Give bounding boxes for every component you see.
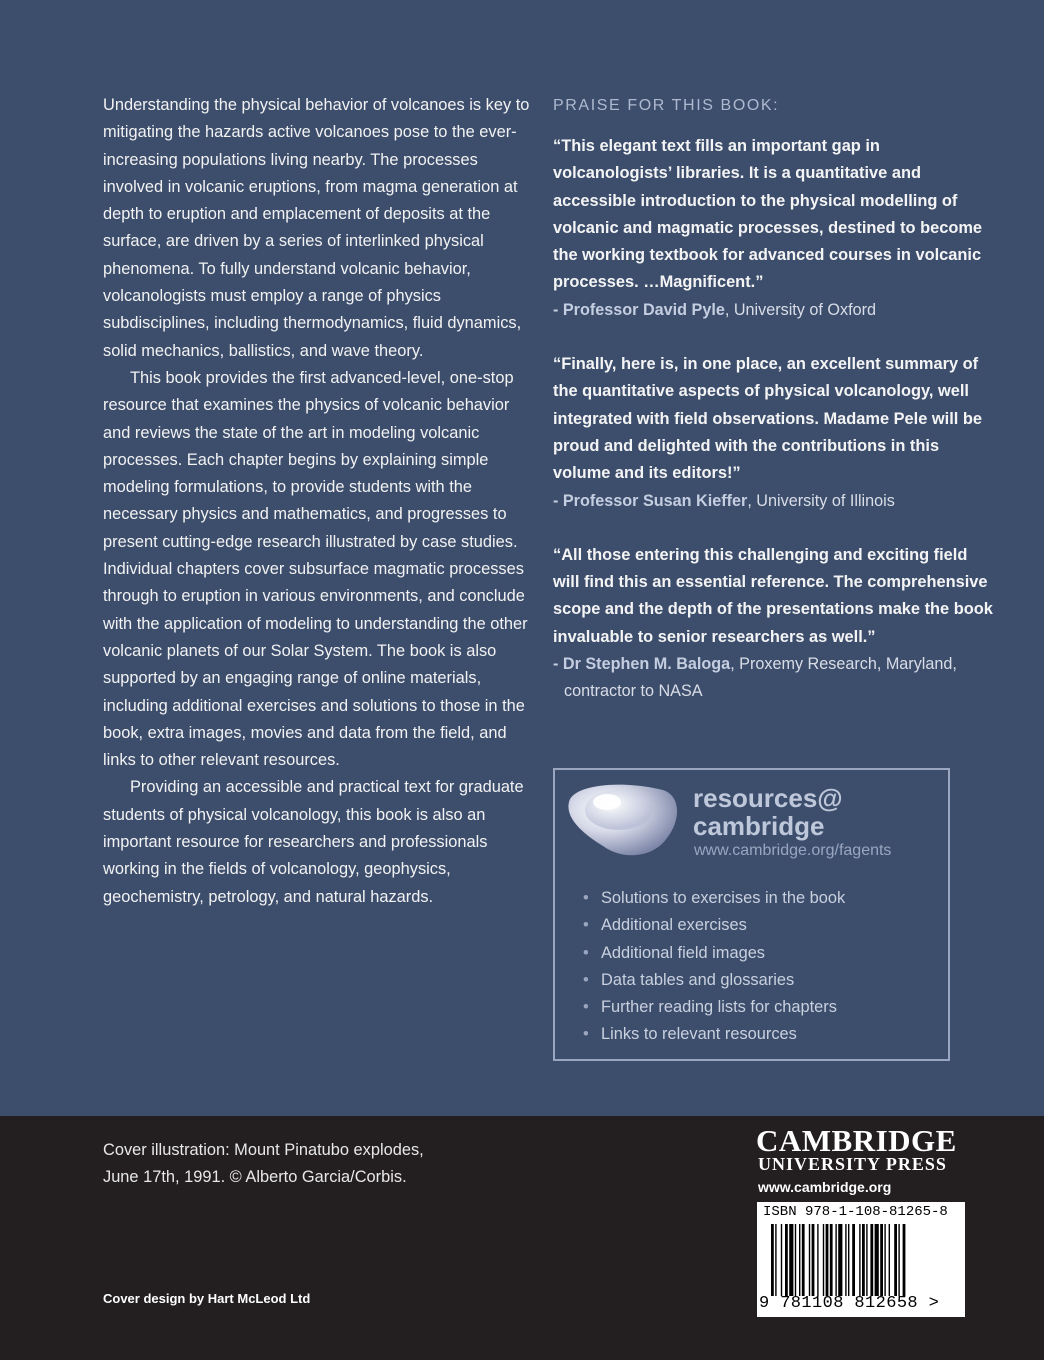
- praise-quote-1: [553, 133, 993, 324]
- list-item: • Further reading lists for chapters: [583, 994, 845, 1021]
- description-paragraph-3: Providing an accessible and practical text for graduate students of physical volcanology, this book is also an important resource for researchers and professionals working in the fields of volcanology, geophysics, geochemistry, petrology, and natural hazards.: [103, 778, 524, 906]
- description-paragraph-1: Understanding the physical behavior of volcanoes is key to mitigating the hazards active volcanoes pose to the ever-increasing populations living nearby. The processes involved in volcanic eruptions, from magma generation at depth to eruption and emplacement of deposits at the surface, are driven by a series of interlinked physical phenomena. To fully understand volcanic behavior, volcanologists must employ a range of physics subdisciplines, including thermodynamics, fluid dynamics, solid mechanics, ballistics, and wave theory.: [103, 96, 530, 360]
- resources-url[interactable]: www.cambridge.org/fagents: [694, 842, 892, 859]
- quote-text: “This elegant text fills an important gap in volcanologists’ libraries. It is a quantitative and accessible introduction to the physical modelling of volcanic and magmatic processes, destined to become the working textbook for advanced courses in volcanic processes. …Magnificent.”: [553, 137, 983, 292]
- quote-author: - Dr Stephen M. Baloga: [553, 655, 731, 674]
- list-item: • Links to relevant resources: [583, 1021, 845, 1048]
- resources-title: [693, 784, 843, 840]
- isbn-label: ISBN 978-1-108-81265-8: [763, 1204, 948, 1220]
- description-paragraph-2: This book provides the first advanced-level, one-stop resource that examines the physics of volcanic behavior and reviews the state of the art in modeling volcanic processes. Each chapter begins by explaining simple modeling formulations, to provide students with the necessary physics and mathematics, and progresses to present cutting-edge research illustrated by case studies. Individual chapters cover subsurface magmatic processes through to eruption in various environments, and conclude with the application of modeling to understanding the other volcanic planets of our Solar System. The book is also supported by an engaging range of online materials, including additional exercises and solutions to those in the book, extra images, movies and data from the field, and links to other relevant resources.: [103, 368, 528, 770]
- cover-design-credit: Cover design by Hart McLeod Ltd: [103, 1291, 311, 1306]
- quote-affiliation: , University of Illinois: [747, 491, 895, 510]
- quote-author: - Professor Susan Kieffer: [553, 491, 748, 510]
- quote-affiliation: , University of Oxford: [724, 300, 876, 319]
- praise-quote-3: [553, 542, 993, 706]
- list-item: • Additional field images: [583, 940, 845, 967]
- bullet-icon: •: [583, 970, 589, 989]
- publisher-name: CAMBRIDGE: [756, 1123, 957, 1158]
- resources-title-line-2: cambridge: [693, 811, 825, 841]
- barcode-digits: 9 781108 812658 >: [759, 1294, 940, 1313]
- bullet-icon: •: [583, 998, 589, 1017]
- resources-list: [583, 885, 845, 1049]
- bullet-icon: •: [583, 889, 589, 907]
- publisher-url[interactable]: www.cambridge.org: [758, 1179, 892, 1195]
- resources-logo-icon: [563, 780, 683, 860]
- praise-heading: PRAISE FOR THIS BOOK:: [553, 97, 780, 114]
- bullet-icon: •: [583, 943, 589, 962]
- list-item: • Additional exercises: [583, 912, 845, 939]
- list-item: • Data tables and glossaries: [583, 967, 845, 994]
- barcode-icon: [771, 1224, 953, 1296]
- cover-illustration-credit: Cover illustration: Mount Pinatubo explodes, June 17th, 1991. © Alberto Garcia/Corbis.: [103, 1141, 424, 1187]
- quote-text: “Finally, here is, in one place, an excellent summary of the quantitative aspects of physical volcanology, well integrated with field observations. Madame Pele will be proud and delighted with the contributions in this volume and its editors!”: [553, 355, 982, 483]
- publisher-subtitle: UNIVERSITY PRESS: [758, 1154, 947, 1174]
- quote-affiliation: , Proxemy Research, Maryland,: [730, 655, 957, 674]
- quote-author: - Professor David Pyle: [553, 300, 725, 319]
- quote-attribution: [553, 651, 993, 706]
- list-item: • Solutions to exercises in the book: [583, 885, 845, 912]
- quote-attribution: [553, 297, 993, 324]
- quote-attribution: [553, 488, 993, 515]
- resources-title-line-1: resources@: [693, 783, 843, 813]
- bullet-icon: •: [583, 1025, 589, 1044]
- book-description: [103, 92, 533, 911]
- quote-text: “All those entering this challenging and exciting field will find this an essential reference. The comprehensive scope and the depth of the presentations make the book invaluable to senior researchers as well.”: [553, 545, 993, 646]
- resources-box: [553, 768, 950, 1061]
- quote-affiliation-continued: contractor to NASA: [564, 682, 703, 701]
- bullet-icon: •: [583, 916, 589, 935]
- praise-section: [553, 92, 993, 733]
- isbn-barcode: [757, 1202, 965, 1317]
- praise-quote-2: [553, 351, 993, 515]
